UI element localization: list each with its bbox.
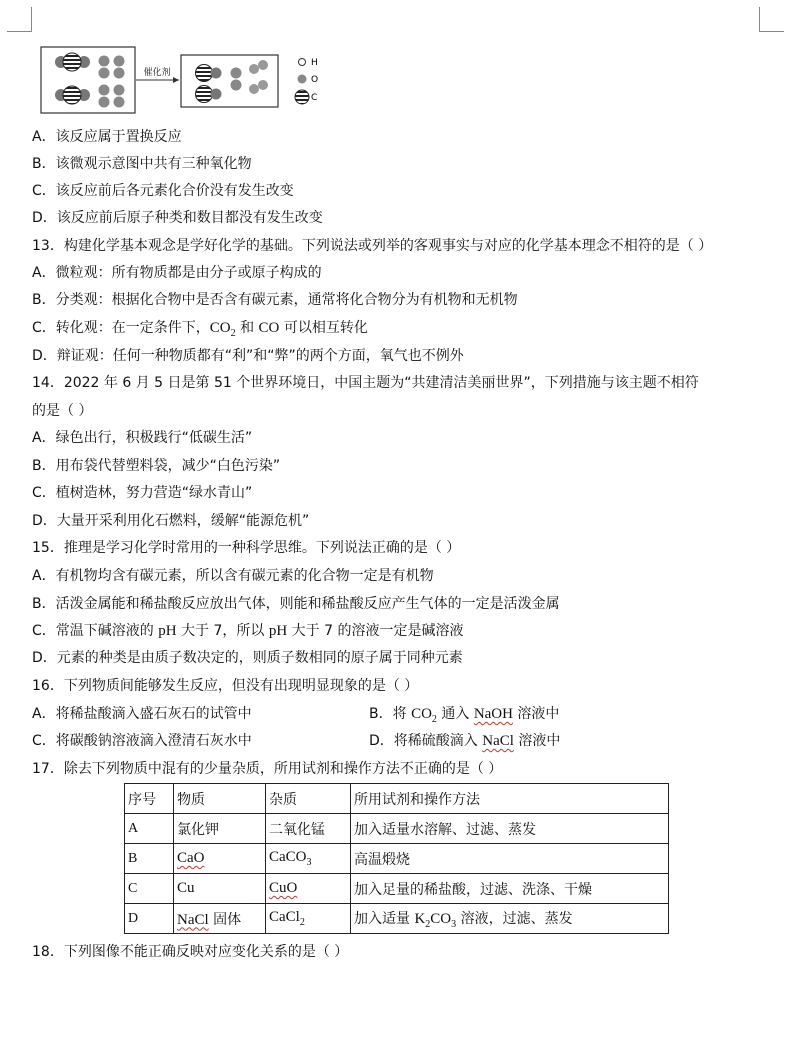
q13-option-c: C．转化观：在一定条件下，$CO_2$ 和 CO 可以相互转化: [32, 320, 368, 339]
formula-naoh: NaOH: [473, 706, 513, 722]
q12-option-c: C．该反应前后各元素化合价没有发生改变: [32, 183, 294, 199]
q15-stem: 15．推理是学习化学时常用的一种科学思维。下列说法正确的是（ ）: [32, 540, 461, 556]
q16-option-b: B．将 $CO_2$ 通入 NaOH 溶液中: [369, 706, 560, 725]
q13-stem: 13．构建化学基本观念是学好化学的基础。下列说法或列举的客观事实与对应的化学基本理念不相符的是（ ）: [32, 238, 713, 254]
crop-mark-top-left: [7, 7, 32, 32]
q16-option-a: A．将稀盐酸滴入盛石灰石的试管中: [32, 706, 252, 722]
q14-option-d: D．大量开采利用化石燃料，缓解“能源危机”: [32, 513, 310, 529]
q13-option-b: B．分类观：根据化合物中是否含有碳元素，通常将化合物分为有机物和无机物: [32, 292, 518, 308]
cell-substance: CaO: [174, 844, 266, 874]
q15-option-a: A．有机物均含有碳元素，所以含有碳元素的化合物一定是有机物: [32, 568, 434, 584]
cell-impurity: CaCl$_2$: [266, 904, 351, 934]
formula-co: CO: [258, 320, 280, 336]
reactant-h2o-molecule: [99, 85, 110, 108]
header-cell: 所用试剂和操作方法: [351, 784, 669, 814]
cell-id: A: [125, 814, 174, 844]
cell-id: B: [125, 844, 174, 874]
legend-o-atom: [298, 75, 307, 84]
formula-nacl: NaCl: [482, 733, 514, 749]
formula-co2: CO: [209, 320, 231, 336]
product-molecule: [231, 68, 242, 91]
catalyst-label: 催化剂: [143, 68, 171, 78]
header-cell: 序号: [125, 784, 174, 814]
product-molecule: [196, 65, 222, 82]
cell-impurity: CaCO$_3$: [266, 844, 351, 874]
reactant-co2-molecule: [55, 53, 90, 71]
term-ph: pH: [158, 623, 177, 639]
q17-stem: 17．除去下列物质中混有的少量杂质，所用试剂和操作方法不正确的是（ ）: [32, 761, 503, 777]
q14-option-a: A．绿色出行，积极践行“低碳生活”: [32, 430, 253, 446]
table-row: [125, 904, 669, 934]
header-cell: 杂质: [266, 784, 351, 814]
crop-mark-top-right: [759, 7, 784, 32]
cell-impurity: CuO: [266, 874, 351, 904]
cell-method: 加入足量的稀盐酸，过滤、洗涤、干燥: [351, 874, 669, 904]
q16-option-c: C．将碳酸钠溶液滴入澄清石灰水中: [32, 733, 252, 749]
legend-c-atom: [295, 90, 309, 104]
reactant-molecule: [114, 56, 125, 79]
header-cell: 物质: [174, 784, 266, 814]
cell-impurity: 二氧化锰: [266, 814, 351, 844]
q16-option-d: D．将稀硫酸滴入 NaCl 溶液中: [369, 733, 561, 749]
q15-option-c: C．常温下碱溶液的 pH 大于 7，所以 pH 大于 7 的溶液一定是碱溶液: [32, 623, 464, 639]
cell-method: 加入适量水溶解、过滤、蒸发: [351, 814, 669, 844]
q17-table: [124, 783, 669, 934]
table-header-row: [125, 784, 669, 814]
cell-substance: Cu: [174, 874, 266, 904]
q14-option-c: C．植树造林，努力营造“绿水青山”: [32, 485, 253, 501]
q13-option-a: A．微粒观：所有物质都是由分子或原子构成的: [32, 265, 322, 281]
q14-option-b: B．用布袋代替塑料袋，减少“白色污染”: [32, 458, 281, 474]
legend: [295, 58, 318, 104]
q18-stem: 18．下列图像不能正确反映对应变化关系的是（ ）: [32, 944, 349, 960]
q14-stem-line1: 14．2022 年 6 月 5 日是第 51 个世界环境日，中国主题为“共建清洁美丽世界”，下列措施与该主题不相符: [32, 375, 699, 391]
legend-h-atom: [299, 59, 306, 66]
cell-method: 加入适量 $K_2CO_3$ 溶液，过滤、蒸发: [351, 904, 669, 934]
table-row: [125, 844, 669, 874]
legend-c-label: C: [311, 93, 318, 103]
product-molecule: [196, 86, 222, 103]
cell-id: D: [125, 904, 174, 934]
q15-option-b: B．活泼金属能和稀盐酸反应放出气体，则能和稀盐酸反应产生气体的一定是活泼金属: [32, 596, 560, 612]
reactant-h2o-molecule: [99, 56, 110, 79]
cell-substance: 氯化钾: [174, 814, 266, 844]
table-row: [125, 814, 669, 844]
term-ph: pH: [268, 623, 288, 639]
reactant-molecule: [114, 85, 125, 108]
q12-option-b: B．该微观示意图中共有三种氧化物: [32, 156, 252, 172]
product-molecule: [249, 80, 268, 94]
q16-stem: 16．下列物质间能够发生反应，但没有出现明显现象的是（ ）: [32, 678, 419, 694]
legend-h-label: H: [311, 58, 318, 68]
product-molecule: [249, 60, 268, 74]
q13-option-d: D．辩证观：任何一种物质都有“利”和“弊”的两个方面，氧气也不例外: [32, 348, 464, 364]
cell-method: 高温煅烧: [351, 844, 669, 874]
table-row: [125, 874, 669, 904]
cell-substance: NaCl 固体: [174, 904, 266, 934]
cell-id: C: [125, 874, 174, 904]
q14-stem-line2: 的是（ ）: [32, 403, 93, 419]
reaction-micro-diagram: [40, 43, 340, 119]
q12-option-a: A．该反应属于置换反应: [32, 129, 182, 145]
legend-o-label: O: [311, 75, 319, 85]
q15-option-d: D．元素的种类是由质子数决定的，则质子数相同的原子属于同种元素: [32, 650, 463, 666]
reactant-co2-molecule: [55, 86, 90, 104]
q12-option-d: D．该反应前后原子种类和数目都没有发生改变: [32, 210, 323, 226]
formula-co2: CO: [411, 706, 432, 722]
